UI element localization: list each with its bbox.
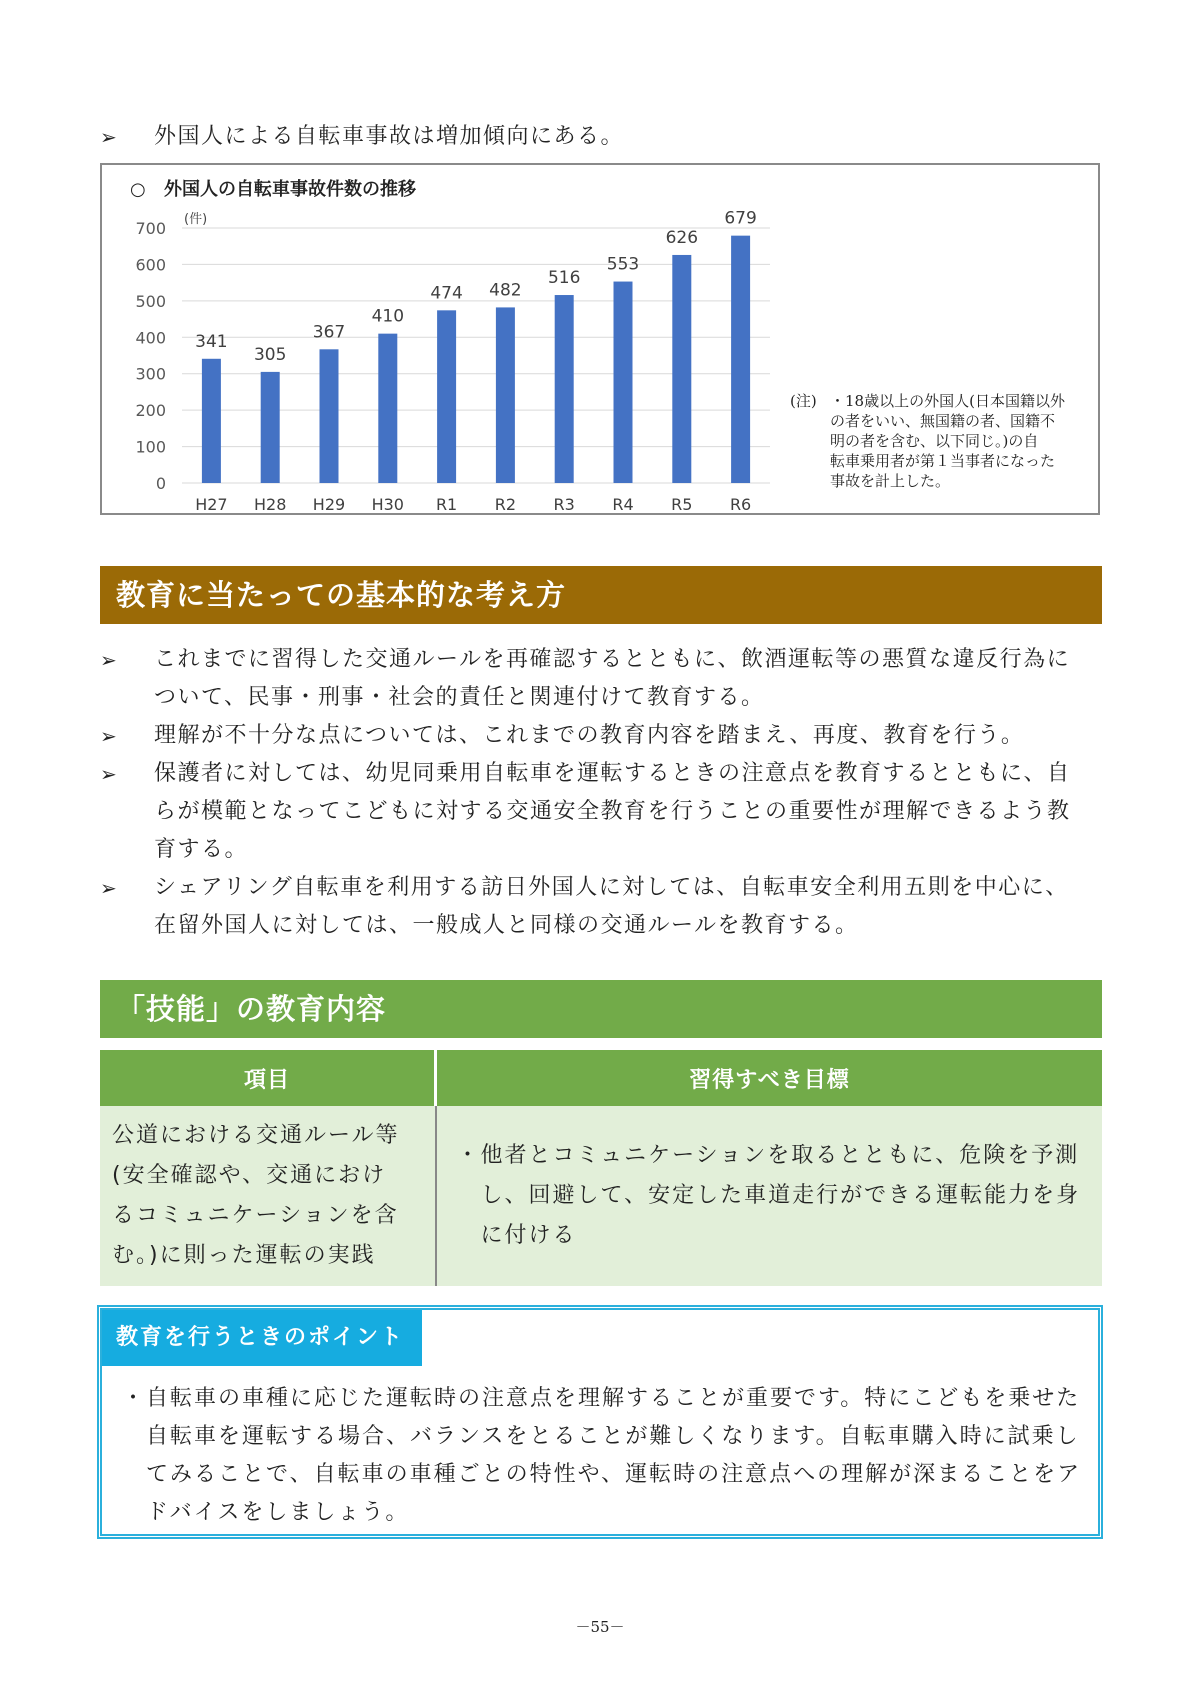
list-item-text (154, 869, 1104, 945)
y-tick-label: 300 (135, 364, 166, 384)
bar (378, 334, 397, 483)
x-tick-label: H28 (254, 495, 287, 514)
goal-text (481, 1136, 1081, 1256)
bullet-dot: ・ (122, 1386, 147, 1411)
note-line: 明の者を含む、以下同じ。)の自 (830, 432, 1039, 450)
item-cell (100, 1106, 436, 1286)
list-item (0, 717, 1200, 755)
x-tick-label: H27 (195, 495, 228, 514)
data-label: 553 (606, 254, 640, 275)
y-tick-label: 400 (135, 328, 166, 348)
y-tick-label: 500 (135, 291, 166, 311)
y-tick-label: 600 (135, 255, 166, 275)
note-label: (注) (790, 392, 817, 410)
y-tick-label: 200 (135, 401, 166, 421)
x-tick-label: R4 (612, 495, 634, 514)
bar (261, 372, 280, 483)
point-line: 自転車を運転する場合、バランスをとることが難しくなります。自転車購入時に試乗し (146, 1424, 1080, 1449)
bar (672, 255, 691, 483)
section-heading-skill-content: 「技能」の教育内容 (100, 980, 1102, 1038)
x-tick-label: R6 (729, 495, 752, 514)
arrow-icon: ➢ (100, 724, 119, 748)
text-line: 保護者に対しては、幼児同乗用自転車を運転するときの注意点を教育するとともに、自 (154, 761, 1071, 786)
y-tick-label: 700 (135, 219, 166, 238)
skill-table (100, 1050, 1102, 1286)
note-line: 転車乗用者が第１当事者になった (830, 452, 1056, 470)
bar (496, 307, 515, 483)
arrow-icon: ➢ (100, 762, 119, 786)
list-item (0, 755, 1200, 869)
arrow-icon: ➢ (100, 125, 119, 149)
data-label: 626 (665, 227, 699, 248)
data-label: 305 (253, 344, 287, 365)
goal-line: に付ける (480, 1223, 577, 1248)
point-line: てみることで、自転車の車種ごとの特性や、運転時の注意点への理解が深まることをア (146, 1462, 1082, 1487)
table-header-goal: 習得すべき目標 (436, 1050, 1103, 1106)
note-text (830, 391, 1092, 491)
text-line: シェアリング自転車を利用する訪日外国人に対しては、自転車安全利用五則を中心に、 (154, 875, 1069, 900)
note-line: ・18歳以上の外国人(日本国籍以外 (830, 392, 1065, 410)
chart-box (100, 163, 1100, 515)
x-tick-label: R2 (494, 495, 517, 514)
text-line: 在留外国人に対しては、一般成人と同様の交通ルールを教育する。 (154, 913, 859, 938)
y-tick-label: 0 (155, 474, 166, 493)
x-tick-label: H30 (371, 495, 404, 514)
goal-cell (436, 1106, 1103, 1286)
text-line: らが模範となってこどもに対する交通安全教育を行うことの重要性が理解できるよう教 (154, 799, 1071, 824)
arrow-icon: ➢ (100, 648, 119, 672)
chart-title-marker: ○ (130, 179, 146, 200)
goal-line: 他者とコミュニケーションを取るとともに、危険を予測 (480, 1143, 1080, 1168)
point-box (97, 1305, 1103, 1539)
x-tick-label: R3 (553, 495, 575, 514)
chart-unit-label: (件) (184, 212, 208, 227)
intro-text: 外国人による自転車事故は増加傾向にある。 (154, 124, 625, 149)
data-label: 474 (430, 283, 463, 304)
bullet-dot: ・ (456, 1143, 481, 1168)
bar (320, 349, 339, 483)
note-line: の者をいい、無国籍の者、国籍不 (830, 412, 1056, 430)
y-tick-label: 100 (135, 437, 166, 457)
text-line: これまでに習得した交通ルールを再確認するとともに、飲酒運転等の悪質な違反行為に (154, 647, 1071, 672)
x-tick-label: R5 (671, 495, 693, 514)
item-line: (安全確認や、交通におけ (112, 1163, 387, 1188)
text-line: 理解が不十分な点については、これまでの教育内容を踏まえ、再度、教育を行う。 (154, 723, 1025, 748)
bar (555, 295, 574, 483)
list-item (0, 869, 1200, 945)
bar (437, 310, 456, 483)
point-label: 教育を行うときのポイント (102, 1310, 422, 1366)
data-label: 367 (312, 322, 346, 343)
bar (614, 282, 633, 483)
list-item-text (154, 641, 1104, 717)
section-heading-basic-approach: 教育に当たっての基本的な考え方 (100, 566, 1102, 624)
item-line: 公道における交通ルール等 (112, 1123, 400, 1148)
bar (202, 359, 221, 483)
data-label: 410 (371, 306, 405, 327)
chart-title: 外国人の自転車事故件数の推移 (164, 179, 416, 200)
point-line: ドバイスをしましょう。 (146, 1500, 410, 1525)
page-number: －55－ (575, 1618, 625, 1636)
point-line: 自転車の車種に応じた運転時の注意点を理解することが重要です。特にこどもを乗せた (146, 1386, 1081, 1411)
intro-bullet (0, 118, 1200, 156)
list-item (0, 641, 1200, 717)
table-row (100, 1106, 1102, 1286)
text-line: ついて、民事・刑事・社会的責任と関連付けて教育する。 (154, 685, 765, 710)
item-line: るコミュニケーションを含 (112, 1203, 399, 1228)
x-tick-label: H29 (312, 495, 346, 514)
list-item-text (154, 717, 1104, 755)
bar (731, 236, 750, 483)
goal-line: し、回避して、安定した車道走行ができる運転能力を身 (480, 1183, 1081, 1208)
list-item-text (154, 755, 1104, 869)
point-text (122, 1380, 1082, 1532)
data-label: 341 (195, 331, 228, 352)
arrow-icon: ➢ (100, 876, 119, 900)
x-tick-label: R1 (435, 495, 458, 514)
data-label: 679 (724, 208, 757, 229)
data-label: 482 (489, 280, 522, 301)
data-label: 516 (547, 268, 581, 289)
text-line: 育する。 (154, 837, 249, 862)
item-line: む。)に則った運転の実践 (112, 1243, 376, 1268)
note-line: 事故を計上した。 (830, 472, 951, 490)
table-header-item: 項目 (100, 1050, 436, 1106)
